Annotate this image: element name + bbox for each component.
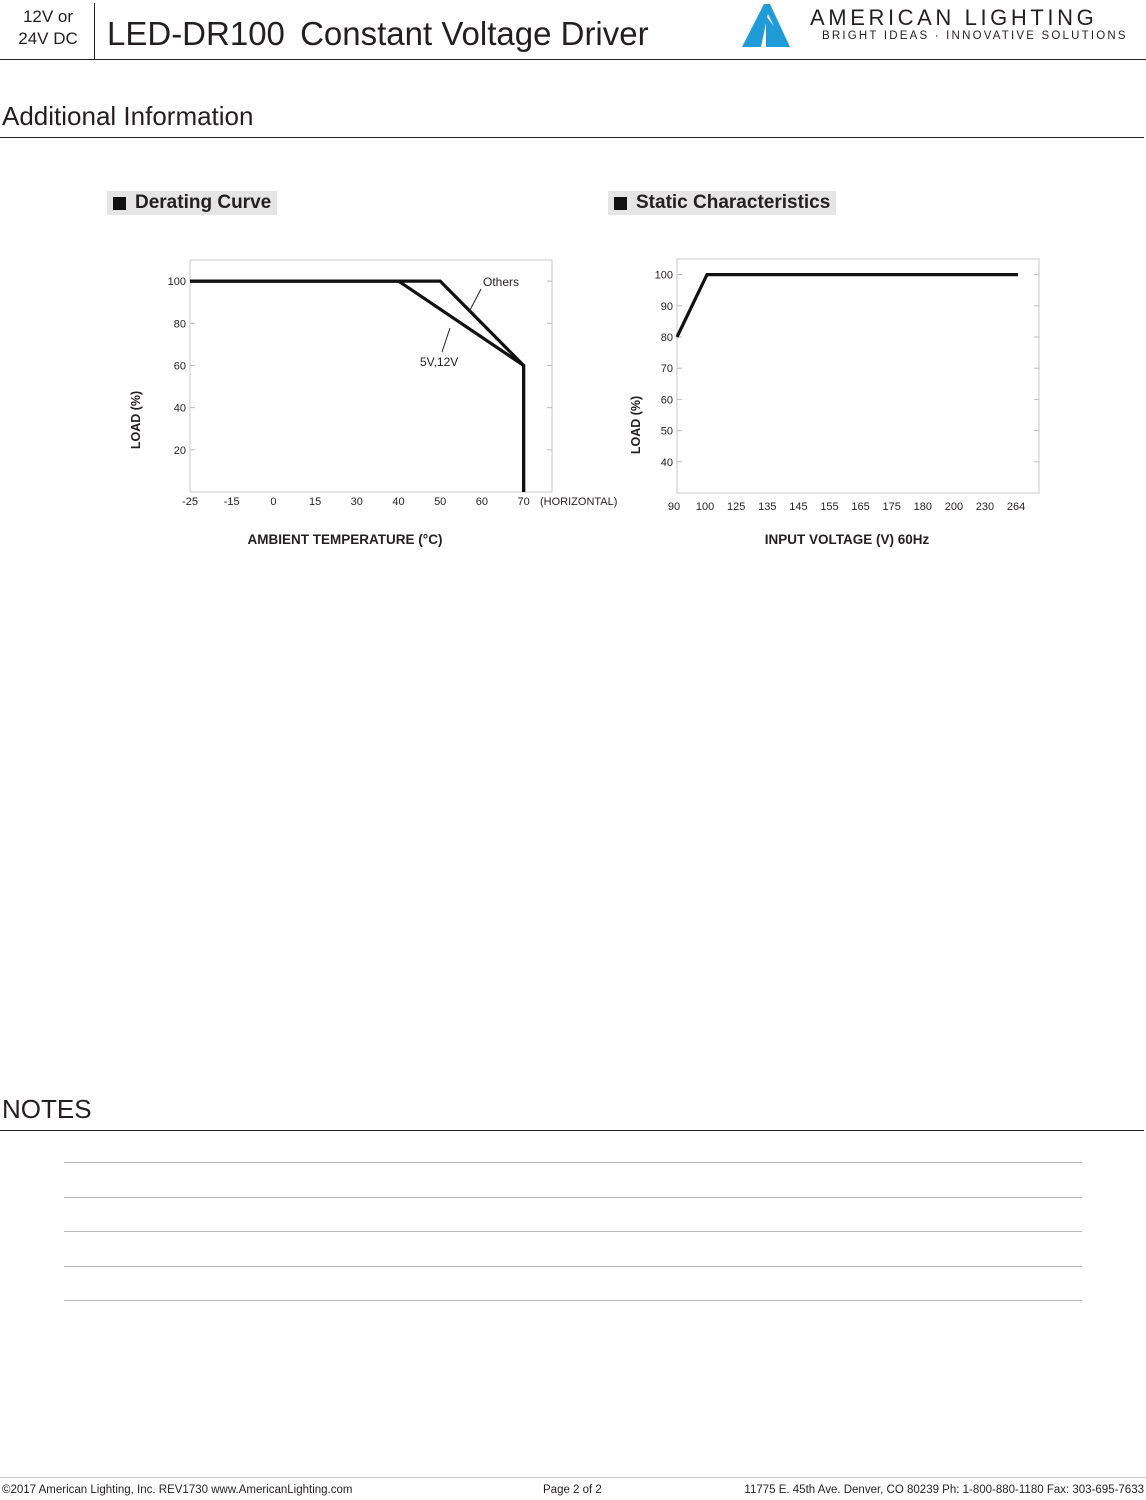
x-tick-label: 40 <box>392 496 405 508</box>
x-tick-label: 60 <box>475 496 489 508</box>
header-divider <box>94 3 95 59</box>
y-tick-label: 50 <box>660 425 673 438</box>
notes-ruled-line <box>64 1197 1082 1198</box>
y-tick-label: 80 <box>173 318 186 331</box>
x-tick-label: 50 <box>434 496 447 508</box>
y-tick-label: 90 <box>660 300 673 313</box>
series-label-5v-12v-leader <box>442 328 450 352</box>
derating-curve-heading <box>107 191 277 215</box>
series-label-5v-12v: 5V,12V <box>420 355 459 369</box>
plot-frame <box>677 259 1039 493</box>
x-tick-label: 175 <box>882 501 901 513</box>
y-tick-label: 80 <box>660 332 673 344</box>
x-axis-label: INPUT VOLTAGE (V) 60Hz <box>764 532 930 547</box>
static-characteristics-chart <box>620 250 1060 560</box>
footer-rule <box>0 1477 1146 1478</box>
y-axis-label: LOAD (%) <box>629 395 643 455</box>
y-tick-label: 70 <box>660 363 673 376</box>
section-title-notes: NOTES <box>2 1094 92 1124</box>
x-tick-label: 180 <box>913 501 932 513</box>
square-bullet-icon <box>614 197 627 210</box>
x-tick-label: 145 <box>789 501 808 513</box>
voltage-label <box>10 6 86 50</box>
derating-curve-chart <box>120 250 620 560</box>
brand-tagline: BRIGHT IDEAS · INNOVATIVE SOLUTIONS <box>822 30 1128 42</box>
series-label-others: Others <box>483 275 520 289</box>
y-tick-label: 100 <box>654 269 673 282</box>
x-axis-note: (HORIZONTAL) <box>540 496 618 508</box>
y-tick-label: 100 <box>167 276 186 289</box>
footer-page-number: Page 2 of 2 <box>543 1484 602 1496</box>
document-title <box>107 12 649 56</box>
x-tick-label: -25 <box>182 496 198 508</box>
x-tick-label: -15 <box>223 496 240 508</box>
x-tick-label: 15 <box>308 496 322 508</box>
x-tick-label: 90 <box>667 501 681 513</box>
x-tick-label: 230 <box>975 501 995 513</box>
y-tick-label: 40 <box>173 402 186 415</box>
x-tick-label: 264 <box>1006 501 1026 513</box>
series-line-others <box>190 281 524 492</box>
x-tick-label: 135 <box>758 501 777 513</box>
x-tick-label: 155 <box>820 501 839 513</box>
voltage-line-2: 24V DC <box>18 29 78 48</box>
product-description: Constant Voltage Driver <box>300 15 649 52</box>
notes-rule <box>0 1130 1144 1131</box>
section-rule <box>0 137 1144 138</box>
y-tick-label: 20 <box>173 444 186 457</box>
x-tick-label: 0 <box>270 496 277 508</box>
x-tick-label: 200 <box>944 501 964 513</box>
footer-contact: 11775 E. 45th Ave. Denver, CO 80239 Ph: 1-800-880-1180 Fax: 303-695-7633 <box>744 1484 1144 1496</box>
x-tick-label: 30 <box>350 496 363 508</box>
notes-ruled-line <box>64 1266 1082 1267</box>
y-tick-label: 60 <box>173 360 186 373</box>
y-tick-label: 60 <box>660 394 673 407</box>
x-tick-label: 100 <box>695 501 715 513</box>
notes-ruled-line <box>64 1231 1082 1232</box>
y-tick-label: 40 <box>660 456 673 469</box>
header-rule <box>0 59 1146 60</box>
notes-ruled-line <box>64 1300 1082 1301</box>
notes-ruled-line <box>64 1162 1082 1163</box>
static-characteristics-heading <box>608 191 836 215</box>
derating-curve-title: Derating Curve <box>135 192 272 213</box>
x-tick-label: 165 <box>851 501 870 513</box>
voltage-line-1: 12V or <box>22 7 74 26</box>
footer-copyright: ©2017 American Lighting, Inc. REV1730 www.AmericanLighting.com <box>2 1484 353 1496</box>
plot-frame <box>190 260 552 492</box>
x-tick-label: 70 <box>517 496 530 508</box>
model-number: LED-DR100 <box>107 15 285 52</box>
x-tick-label: 125 <box>727 501 746 513</box>
static-characteristics-title: Static Characteristics <box>636 192 831 213</box>
square-bullet-icon <box>113 197 126 210</box>
brand-name: AMERICAN LIGHTING <box>810 5 1098 30</box>
x-axis-label: AMBIENT TEMPERATURE (°C) <box>247 532 443 547</box>
y-axis-label: LOAD (%) <box>129 390 143 450</box>
series-line-load <box>677 275 1018 337</box>
section-title-additional-info: Additional Information <box>2 101 254 131</box>
series-label-others-leader <box>469 289 481 312</box>
letter-a-triangle-logo-icon <box>740 2 792 48</box>
